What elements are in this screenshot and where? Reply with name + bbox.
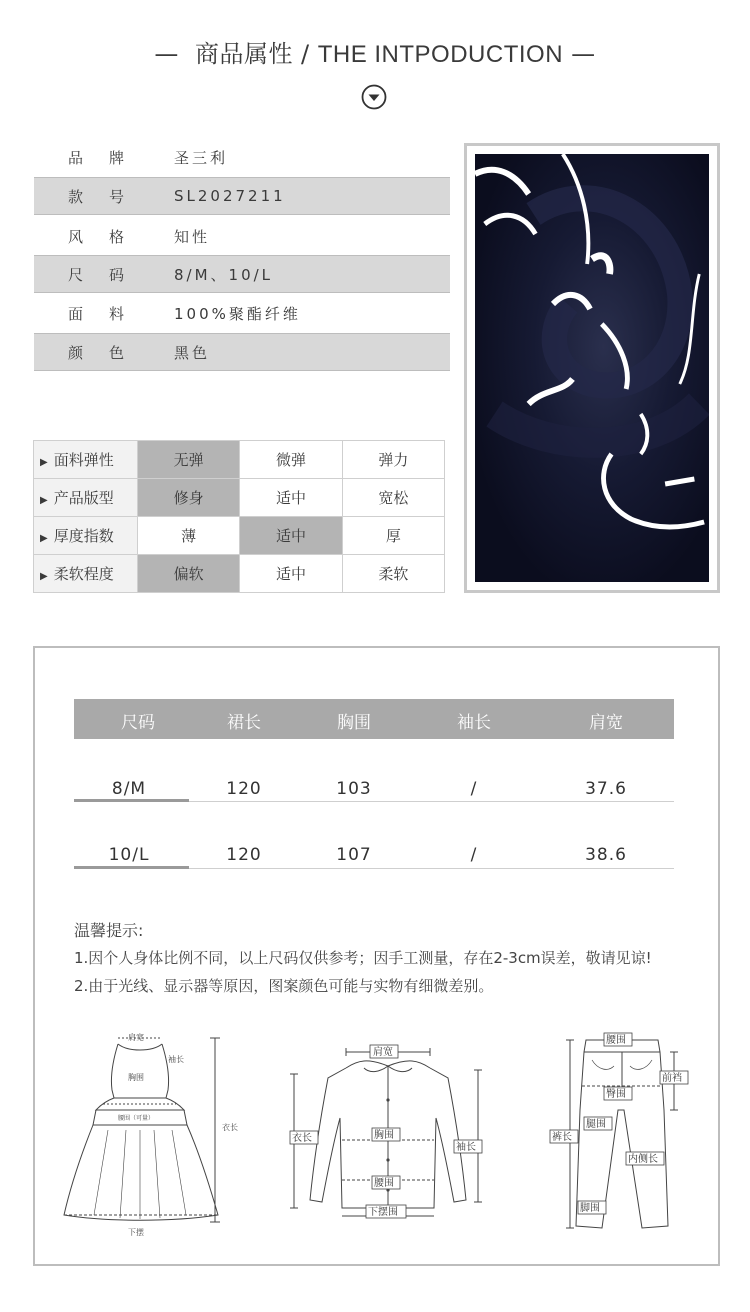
header-size: 尺码: [121, 713, 155, 733]
cell-sleeve: /: [470, 779, 478, 799]
grid-row-label: ▶ 厚度指数: [34, 517, 138, 555]
triangle-right-icon: ▶: [40, 533, 48, 544]
grid-option: 柔软: [342, 555, 444, 593]
fabric-photo-frame: [464, 143, 720, 593]
grid-row-label: ▶ 产品版型: [34, 479, 138, 517]
label-leg-opening: 脚围: [580, 1203, 600, 1214]
cell-skirt-length: 120: [226, 779, 262, 799]
label-waist: 腰围: [606, 1035, 626, 1046]
label-hem: 下摆围: [368, 1207, 398, 1218]
grid-row-fit: [34, 479, 445, 517]
attr-key: 品牌: [68, 148, 151, 167]
label-thigh: 腿围: [586, 1119, 606, 1130]
triangle-right-icon: ▶: [40, 571, 48, 582]
cell-size: 10/L: [108, 845, 150, 865]
label-shoulder: 肩宽: [373, 1047, 393, 1058]
grid-option-selected: 无弹: [138, 441, 240, 479]
row-accent: [74, 866, 189, 869]
title-slash: /: [300, 40, 310, 68]
size-table-header: [74, 699, 674, 739]
grid-option-selected: 适中: [240, 517, 342, 555]
attr-value: 100%聚酯纤维: [174, 304, 301, 323]
label-hem: 下摆: [128, 1228, 144, 1237]
title-dash-left: —: [154, 40, 179, 68]
triangle-right-icon: ▶: [40, 495, 48, 506]
header-sleeve: 袖长: [457, 713, 491, 733]
label-hip: 臀围: [606, 1089, 626, 1100]
attr-row-color: [34, 333, 450, 371]
header-skirt-length: 裙长: [227, 713, 261, 733]
grid-option: 适中: [240, 479, 342, 517]
attr-key: 颜色: [68, 343, 151, 362]
label-inseam: 内侧长: [628, 1154, 658, 1165]
label-waist: 腰围（可量）: [118, 1115, 155, 1122]
grid-row-label: ▶ 面料弹性: [34, 441, 138, 479]
grid-row-thickness: [34, 517, 445, 555]
label-sleeve: 袖长: [456, 1142, 476, 1153]
attr-key: 风格: [68, 227, 151, 246]
grid-option: 薄: [138, 517, 240, 555]
label-shoulder: 肩宽: [128, 1033, 144, 1042]
triangle-right-icon: ▶: [40, 457, 48, 468]
label-length: 衣长: [292, 1133, 312, 1144]
attr-value: 圣三利: [174, 148, 229, 167]
label-bust: 胸围: [374, 1130, 394, 1141]
dress-measurement-diagram: [58, 1030, 248, 1240]
attr-value: 知性: [174, 227, 211, 246]
cell-size: 8/M: [111, 779, 147, 799]
cell-bust: 103: [336, 779, 372, 799]
tips-line-2: 2.由于光线、显示器等原因，图案颜色可能与实物有细微差别。: [74, 977, 494, 995]
grid-row-elasticity: [34, 441, 445, 479]
label-bust: 胸围: [128, 1073, 144, 1082]
grid-option: 适中: [240, 555, 342, 593]
label-waist: 腰围: [374, 1178, 394, 1189]
cell-shoulder: 37.6: [585, 779, 627, 799]
label-sleeve: 袖长: [168, 1055, 184, 1064]
attr-key: 面料: [68, 304, 151, 323]
fabric-photo: [475, 154, 709, 582]
attr-value: 黑色: [174, 343, 211, 362]
fabric-property-grid: [33, 440, 445, 593]
section-title: [0, 34, 750, 69]
grid-option: 厚: [342, 517, 444, 555]
cell-shoulder: 38.6: [585, 845, 627, 865]
pants-measurement-diagram: [548, 1030, 690, 1240]
attr-row-size: [34, 255, 450, 293]
attr-value: 8/M、10/L: [174, 265, 274, 284]
grid-row-label: ▶ 柔软程度: [34, 555, 138, 593]
attr-key: 款号: [68, 187, 151, 206]
tips-line-1: 1.因个人身体比例不同，以上尺码仅供参考；因手工测量，存在2-3cm误差，敬请见谅!: [74, 949, 652, 967]
attr-row-style: [34, 217, 450, 255]
grid-option: 宽松: [342, 479, 444, 517]
attr-key: 尺码: [68, 265, 151, 284]
grid-row-softness: [34, 555, 445, 593]
label-outseam: 裤长: [552, 1132, 572, 1143]
attr-row-fabric: [34, 294, 450, 332]
header-shoulder: 肩宽: [589, 713, 623, 733]
chevron-down-icon: [361, 84, 387, 110]
label-front-rise: 前裆: [662, 1073, 682, 1084]
grid-option-selected: 修身: [138, 479, 240, 517]
shirt-measurement-diagram: [288, 1040, 488, 1225]
row-accent: [74, 799, 189, 802]
grid-option: 微弹: [240, 441, 342, 479]
attr-row-brand: [34, 138, 450, 176]
cell-sleeve: /: [470, 845, 478, 865]
attr-row-style-no: [34, 177, 450, 215]
cell-skirt-length: 120: [226, 845, 262, 865]
grid-option-selected: 偏软: [138, 555, 240, 593]
label-length: 衣长: [222, 1123, 238, 1132]
attr-value: SL2027211: [174, 187, 286, 205]
header-bust: 胸围: [337, 713, 371, 733]
title-dash-right: —: [571, 40, 596, 68]
tips-heading: 温馨提示:: [74, 921, 144, 940]
title-en: THE INTPODUCTION: [317, 41, 564, 68]
grid-option: 弹力: [342, 441, 444, 479]
title-cn: 商品属性: [194, 40, 293, 68]
cell-bust: 107: [336, 845, 372, 865]
